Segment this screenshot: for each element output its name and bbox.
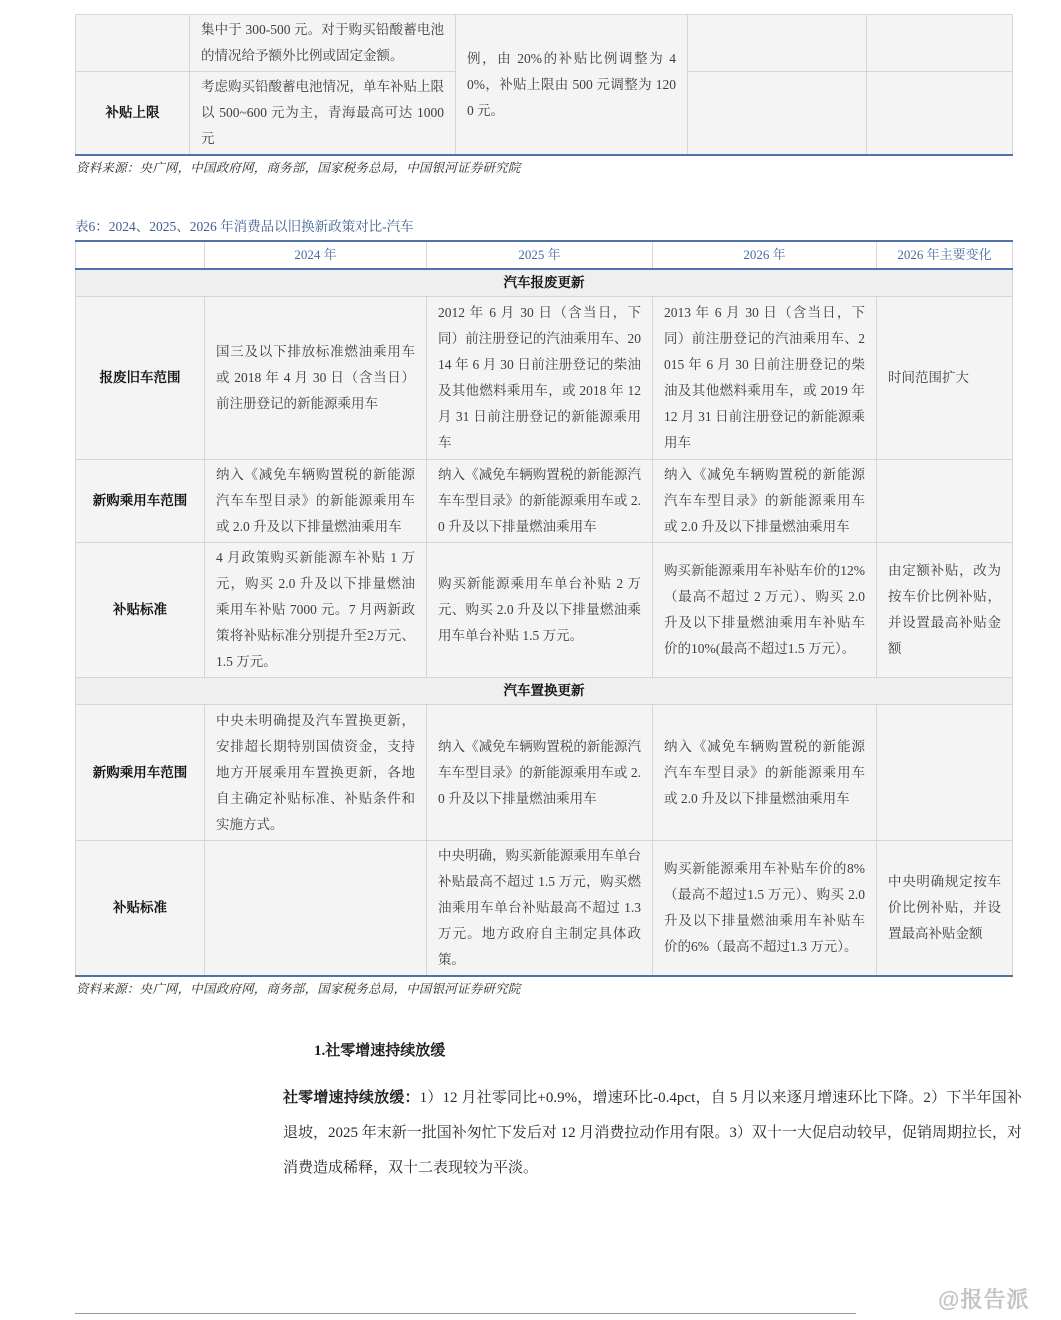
paragraph-lead: 社零增速持续放缓： <box>283 1090 420 1106</box>
car-tradein-policy-table <box>75 240 1013 977</box>
table-row <box>76 841 1013 977</box>
source-note: 资料来源：央广网，中国政府网，商务部，国家税务总局，中国银河证券研究院 <box>76 982 521 996</box>
section-row-scrap <box>76 269 1013 297</box>
header-blank <box>76 241 205 269</box>
cell-row-label: 新购乘用车范围 <box>76 460 205 543</box>
cell-change <box>877 705 1013 841</box>
cell-change: 由定额补贴，改为按车价比例补贴，并设置最高补贴金额 <box>877 543 1013 678</box>
watermark: @报告派 <box>938 1287 1030 1312</box>
section-row-replace <box>76 678 1013 705</box>
cell-2026: 2013 年 6 月 30 日（含当日，下同）前注册登记的汽油乘用车、2015 年 6 月 30 日前注册登记的柴油及其他燃料乘用车，或 2019 年 12 月 31 日前注册登记的新能源乘用车 <box>653 297 877 460</box>
table-header-row <box>76 241 1013 269</box>
table-row <box>76 15 1013 72</box>
cell-row-label: 补贴标准 <box>76 543 205 678</box>
cell-2026: 购买新能源乘用车补贴车价的12%（最高不超过 2 万元）、购买 2.0 升及以下排量燃油乘用车补贴车价的10%(最高不超过1.5 万元）。 <box>653 543 877 678</box>
cell-2025: 2012 年 6 月 30 日（含当日，下同）前注册登记的汽油乘用车、2014 年 6 月 30 日前注册登记的柴油及其他燃料乘用车，或 2018 年 12 月 31 日前注册登记的新能源乘用车 <box>427 297 653 460</box>
cell-row-label: 补贴上限 <box>76 72 190 156</box>
cell-empty <box>867 72 1013 156</box>
cell-change: 中央明确规定按车价比例补贴，并设置最高补贴金额 <box>877 841 1013 977</box>
cell-2026: 纳入《减免车辆购置税的新能源汽车车型目录》的新能源乘用车或 2.0 升及以下排量燃油乘用车 <box>653 705 877 841</box>
cell-change <box>877 460 1013 543</box>
cell-row-label: 报废旧车范围 <box>76 297 205 460</box>
cell-2025: 纳入《减免车辆购置税的新能源汽车车型目录》的新能源乘用车或 2.0 升及以下排量燃油乘用车 <box>427 705 653 841</box>
cell-2026: 纳入《减免车辆购置税的新能源汽车车型目录》的新能源乘用车或 2.0 升及以下排量燃油乘用车 <box>653 460 877 543</box>
cell-row-label: 新购乘用车范围 <box>76 705 205 841</box>
section-title: 汽车报废更新 <box>76 269 1013 297</box>
source-note: 资料来源：央广网，中国政府网，商务部，国家税务总局，中国银河证券研究院 <box>76 161 521 175</box>
cell-2026: 购买新能源乘用车补贴车价的8%（最高不超过1.5 万元）、购买 2.0 升及以下排量燃油乘用车补贴车价的6%（最高不超过1.3 万元）。 <box>653 841 877 977</box>
cell-2024: 国三及以下排放标准燃油乘用车或 2018 年 4 月 30 日（含当日）前注册登记的新能源乘用车 <box>205 297 427 460</box>
cell-change: 时间范围扩大 <box>877 297 1013 460</box>
cell-adjustment: 例，由 20%的补贴比例调整为 40%，补贴上限由 500 元调整为 1200 元。 <box>456 15 688 156</box>
table-row <box>76 297 1013 460</box>
footer-divider <box>75 1313 856 1314</box>
table-row <box>76 705 1013 841</box>
table6-wrap <box>75 240 1013 977</box>
cell-row-label: 补贴标准 <box>76 841 205 977</box>
table-row <box>76 543 1013 678</box>
header-2026-changes: 2026 年主要变化 <box>877 241 1013 269</box>
cell-empty <box>688 72 867 156</box>
subsidy-cap-table <box>75 14 1013 156</box>
table-row <box>76 460 1013 543</box>
cell-2025: 纳入《减免车辆购置税的新能源汽车车型目录》的新能源乘用车或 2.0 升及以下排量燃油乘用车 <box>427 460 653 543</box>
body-paragraph <box>283 1081 1022 1186</box>
top-table-wrap <box>75 14 1013 156</box>
cell-2025: 中央明确，购买新能源乘用车单台补贴最高不超过 1.5 万元，购买燃油乘用车单台补贴最高不超过 1.3 万元。地方政府自主制定具体政策。 <box>427 841 653 977</box>
cell-row-label <box>76 15 190 72</box>
cell-2024: 纳入《减免车辆购置税的新能源汽车车型目录》的新能源乘用车或 2.0 升及以下排量燃油乘用车 <box>205 460 427 543</box>
cell-policy-detail: 考虑购买铅酸蓄电池情况，单车补贴上限以 500~600 元为主，青海最高可达 1000 元 <box>190 72 456 156</box>
cell-2024: 中央未明确提及汽车置换更新，安排超长期特别国债资金，支持地方开展乘用车置换更新，各地自主确定补贴标准、补贴条件和实施方式。 <box>205 705 427 841</box>
table6-title: 表6：2024、2025、2026 年消费品以旧换新政策对比-汽车 <box>75 219 414 234</box>
cell-2024: 4 月政策购买新能源车补贴 1 万元，购买 2.0 升及以下排量燃油乘用车补贴 7000 元。7 月两新政策将补贴标准分别提升至2万元、1.5 万元。 <box>205 543 427 678</box>
cell-empty <box>688 15 867 72</box>
cell-empty <box>867 15 1013 72</box>
cell-policy-detail: 集中于 300-500 元。对于购买铅酸蓄电池的情况给予额外比例或固定金额。 <box>190 15 456 72</box>
section-heading: 1.社零增速持续放缓 <box>314 1043 446 1059</box>
header-2026: 2026 年 <box>653 241 877 269</box>
paragraph-body: 1）12 月社零同比+0.9%，增速环比-0.4pct，自 5 月以来逐月增速环比下降。2）下半年国补退坡，2025 年末新一批国补匆忙下发后对 12 月消费拉动作用有限。3）双十一大促启动较早，促销周期拉长，对消费造成稀释，双十二表现较为平淡。 <box>283 1090 1022 1176</box>
cell-2024 <box>205 841 427 977</box>
section-title: 汽车置换更新 <box>76 678 1013 705</box>
header-2024: 2024 年 <box>205 241 427 269</box>
header-2025: 2025 年 <box>427 241 653 269</box>
cell-2025: 购买新能源乘用车单台补贴 2 万元、购买 2.0 升及以下排量燃油乘用车单台补贴 1.5 万元。 <box>427 543 653 678</box>
